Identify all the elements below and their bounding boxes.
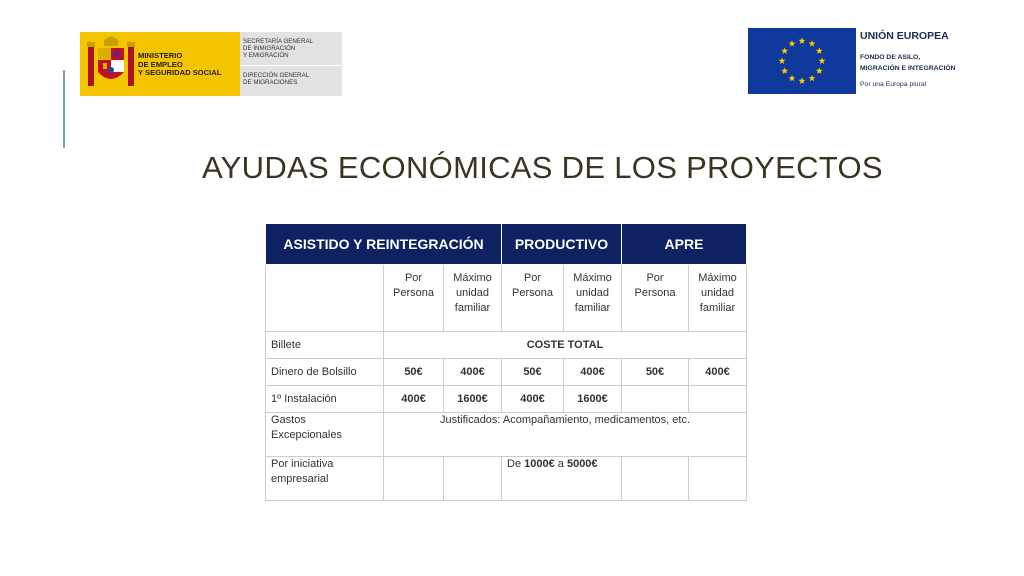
table-cell-empty: [622, 386, 689, 413]
table-cell: 50€: [622, 359, 689, 386]
ministry-logo-yellow-panel: [80, 32, 240, 96]
table-cell: 1600€: [564, 386, 622, 413]
ministry-name-line: MINISTERIO: [138, 51, 183, 60]
subheader-max-family: Máximo unidad familiar: [689, 265, 747, 332]
table-row-iniciativa: [266, 457, 747, 501]
table-cell: 400€: [564, 359, 622, 386]
row-label: Por iniciativa empresarial: [266, 457, 384, 501]
slide-title: AYUDAS ECONÓMICAS DE LOS PROYECTOS: [202, 150, 883, 185]
table-subheader-row: [266, 265, 747, 332]
table-header-row: [266, 224, 747, 265]
row-label: Gastos Excepcionales: [266, 413, 384, 457]
eu-text: [860, 30, 972, 88]
eu-fund-name: [860, 52, 972, 74]
eu-flag-icon: [748, 28, 856, 94]
table-cell: 400€: [689, 359, 747, 386]
eu-title: UNIÓN EUROPEA: [860, 30, 949, 42]
eu-fund-line: FONDO DE ASILO,: [860, 54, 921, 61]
table-row-instalacion: [266, 386, 747, 413]
subheader-max-family: Máximo unidad familiar: [444, 265, 502, 332]
table-cell-empty: [444, 457, 502, 501]
decorative-accent-line: [63, 70, 65, 148]
table-cell-empty: [622, 457, 689, 501]
table-row-billete: [266, 332, 747, 359]
eu-logo: [748, 28, 970, 96]
table-cell: 50€: [502, 359, 564, 386]
ministry-name-line: DE EMPLEO: [138, 59, 183, 69]
subheader-max-family: Máximo unidad familiar: [564, 265, 622, 332]
secretaria-line: SECRETARÍA GENERAL: [243, 38, 314, 45]
secretaria-line: Y EMIGRACIÓN: [243, 52, 289, 59]
secretaria-text: [243, 38, 341, 59]
row-label: Billete: [266, 332, 384, 359]
header-apre: APRE: [622, 224, 747, 265]
table-cell-empty: [384, 457, 444, 501]
eu-motto: Por una Europa plural: [860, 81, 927, 88]
table-cell-empty: [689, 386, 747, 413]
subheader-per-person: Por Persona: [384, 265, 444, 332]
ministry-logo-grey-panel: [240, 32, 342, 96]
subheader-per-person: Por Persona: [622, 265, 689, 332]
table-cell: 400€: [384, 386, 444, 413]
row-label: Dinero de Bolsillo: [266, 359, 384, 386]
direccion-line: DE MIGRACIONES: [243, 79, 298, 86]
ministry-name-line: Y SEGURIDAD SOCIAL: [138, 68, 222, 78]
table-cell: 50€: [384, 359, 444, 386]
ministry-name: [138, 52, 242, 78]
table-row-gastos: [266, 413, 747, 457]
header-asistido: ASISTIDO Y REINTEGRACIÓN: [266, 224, 502, 265]
direccion-text: [243, 72, 341, 86]
ministry-logo: [80, 32, 342, 96]
spain-coat-of-arms-icon: [86, 36, 136, 92]
table-row-dinero: [266, 359, 747, 386]
logo-divider: [240, 65, 342, 66]
secretaria-line: DE INMIGRACIÓN: [243, 45, 296, 52]
billete-value: COSTE TOTAL: [384, 332, 747, 359]
table-cell: 400€: [444, 359, 502, 386]
aid-table: [265, 223, 747, 501]
direccion-line: DIRECCIÓN GENERAL: [243, 72, 310, 79]
header-productivo: PRODUCTIVO: [502, 224, 622, 265]
eu-fund-line: MIGRACIÓN E INTEGRACIÓN: [860, 65, 956, 72]
row-label: 1º Instalación: [266, 386, 384, 413]
subheader-per-person: Por Persona: [502, 265, 564, 332]
table-cell: 1600€: [444, 386, 502, 413]
gastos-value: Justificados: Acompañamiento, medicamentos, etc.: [384, 413, 747, 457]
table-cell-empty: [266, 265, 384, 332]
table-cell-empty: [689, 457, 747, 501]
table-cell: 400€: [502, 386, 564, 413]
iniciativa-value: De 1000€ a 5000€: [502, 457, 622, 501]
